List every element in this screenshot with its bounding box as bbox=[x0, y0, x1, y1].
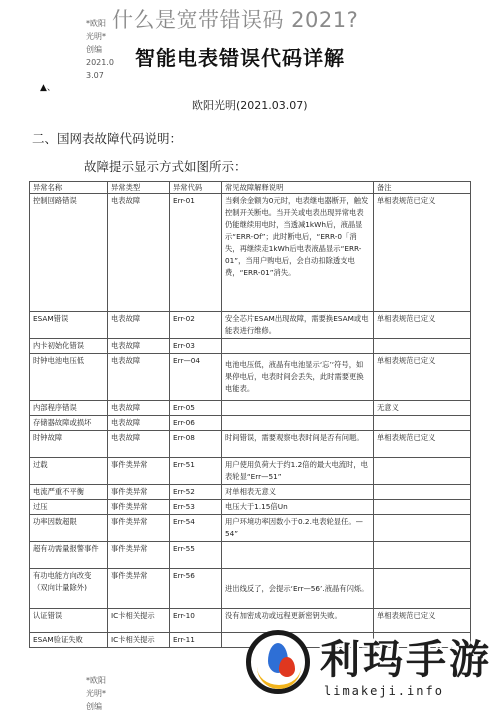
cell-note: 单相表规范已定义 bbox=[374, 354, 471, 401]
cell-name: 认证错误 bbox=[30, 609, 108, 633]
watermark bbox=[246, 628, 496, 704]
cell-code: Err-06 bbox=[170, 416, 222, 431]
table-row bbox=[30, 500, 471, 515]
table-row bbox=[30, 458, 471, 485]
watermark-logo-icon bbox=[246, 630, 310, 694]
table-row bbox=[30, 401, 471, 416]
cell-name: 功率因数超限 bbox=[30, 515, 108, 542]
cell-description bbox=[222, 542, 374, 569]
cell-code: Err—04 bbox=[170, 354, 222, 401]
cell-name: 内部程序错误 bbox=[30, 401, 108, 416]
header-question: 什么是宽带错误码 2021? bbox=[112, 8, 359, 32]
error-code-table bbox=[29, 181, 471, 648]
section-heading: 二、国网表故障代码说明： bbox=[32, 131, 183, 146]
side-note-bottom: *欧阳 光明* 创编 bbox=[86, 676, 106, 711]
cell-note bbox=[374, 339, 471, 354]
watermark-name: 利玛手游 bbox=[320, 637, 492, 683]
side-note-top: *欧阳 光明* 创编 2021.0 3.07 bbox=[86, 19, 114, 80]
cell-name: 时钟故障 bbox=[30, 431, 108, 458]
cell-description: 对单相表无意义 bbox=[222, 485, 374, 500]
cell-code: Err-08 bbox=[170, 431, 222, 458]
cell-description bbox=[222, 339, 374, 354]
cell-code: Err-55 bbox=[170, 542, 222, 569]
cell-description: 安全芯片ESAM出现故障，需要换ESAM或电能表进行维修。 bbox=[222, 312, 374, 339]
table-row bbox=[30, 416, 471, 431]
cell-code: Err-56 bbox=[170, 569, 222, 609]
cell-type: 电表故障 bbox=[108, 194, 170, 312]
cell-note: 单相表规范已定义 bbox=[374, 609, 471, 633]
table-caption: 故障提示显示方式如图所示： bbox=[84, 159, 247, 174]
document-title: 智能电表错误代码详解 bbox=[135, 46, 345, 70]
cell-description: 电压大于1.15倍Un bbox=[222, 500, 374, 515]
cell-note: 单相表规范已定义 bbox=[374, 431, 471, 458]
cell-type: 电表故障 bbox=[108, 431, 170, 458]
cell-note bbox=[374, 416, 471, 431]
cell-type: 事件类异常 bbox=[108, 485, 170, 500]
cell-name: 超有功需量报警事件 bbox=[30, 542, 108, 569]
cell-name: 过载 bbox=[30, 458, 108, 485]
cell-type: 事件类异常 bbox=[108, 500, 170, 515]
table-row bbox=[30, 569, 471, 609]
cell-note bbox=[374, 542, 471, 569]
cell-note bbox=[374, 458, 471, 485]
table-row bbox=[30, 542, 471, 569]
cell-type: 电表故障 bbox=[108, 312, 170, 339]
cell-code: Err-52 bbox=[170, 485, 222, 500]
table-row bbox=[30, 312, 471, 339]
cell-code: Err-10 bbox=[170, 609, 222, 633]
cell-name: 有功电能方向改变（双向计量除外) bbox=[30, 569, 108, 609]
author-line: 欧阳光明(2021.03.07) bbox=[192, 99, 308, 112]
cell-description: 进出线反了，会提示‘Err—56’.液晶有闪烁。 bbox=[222, 569, 374, 609]
table-header-row bbox=[30, 182, 471, 194]
table-row bbox=[30, 431, 471, 458]
cell-description bbox=[222, 416, 374, 431]
cell-name: ESAM验证失败 bbox=[30, 633, 108, 648]
header-cell-note: 备注 bbox=[374, 182, 471, 194]
cell-type: 事件类异常 bbox=[108, 458, 170, 485]
cell-description: 电池电压低，液晶有电池显示‘忘’‘符号，如果停电后，电表时间会丢失，此时需要更换电能表。 bbox=[222, 354, 374, 401]
cell-name: ESAM错误 bbox=[30, 312, 108, 339]
cell-description: 用户环境功率因数小于0.2.电表轮显任。—54” bbox=[222, 515, 374, 542]
cell-name: 电流严重不平衡 bbox=[30, 485, 108, 500]
cell-note: 无意义 bbox=[374, 401, 471, 416]
cell-code: Err-03 bbox=[170, 339, 222, 354]
watermark-url: limakeji.info bbox=[324, 684, 444, 698]
cell-type: 电表故障 bbox=[108, 401, 170, 416]
cell-note: 单相表规范已定义 bbox=[374, 312, 471, 339]
cell-description: 当剩余金额为0元时，电表继电器断开，触发控制开关断电。当开关或电表出现异常电表仍能继续用电时，当透减1kWh后，液晶显示“ERR-Of”；此时断电后，“ERR-0「消失，再继续走1kWh后电表液晶显示“ERR-01”，当用户购电后，会自动扣除透支电费，“ERR-01”消失。 bbox=[222, 194, 374, 312]
cell-note bbox=[374, 485, 471, 500]
cell-name: 内卡初始化错误 bbox=[30, 339, 108, 354]
cell-description: 没有加密成功或远程更新密钥失败。 bbox=[222, 609, 374, 633]
cell-description: 时间错误，需要观察电表时间是否有问题。 bbox=[222, 431, 374, 458]
cell-code: Err-53 bbox=[170, 500, 222, 515]
cell-note bbox=[374, 569, 471, 609]
table-row bbox=[30, 339, 471, 354]
cell-type: IC卡相关提示 bbox=[108, 609, 170, 633]
cell-type: 事件类异常 bbox=[108, 542, 170, 569]
table-row bbox=[30, 194, 471, 312]
header-cell-type: 异常类型 bbox=[108, 182, 170, 194]
cell-note bbox=[374, 500, 471, 515]
cell-type: 事件类异常 bbox=[108, 515, 170, 542]
table-row bbox=[30, 515, 471, 542]
cell-name: 时钟电池电压低 bbox=[30, 354, 108, 401]
cell-code: Err-02 bbox=[170, 312, 222, 339]
cell-type: 电表故障 bbox=[108, 416, 170, 431]
cell-code: Err-51 bbox=[170, 458, 222, 485]
cell-code: Err-11 bbox=[170, 633, 222, 648]
cell-name: 控制回路错误 bbox=[30, 194, 108, 312]
header-cell-name: 异常名称 bbox=[30, 182, 108, 194]
cell-type: 电表故障 bbox=[108, 354, 170, 401]
cell-type: 电表故障 bbox=[108, 339, 170, 354]
cell-note: 单相表规范已定义 bbox=[374, 194, 471, 312]
cell-description: 用户使用负荷大于约1.2倍的最大电流时，电表轮显“Err—51” bbox=[222, 458, 374, 485]
table-row bbox=[30, 354, 471, 401]
table-row bbox=[30, 485, 471, 500]
cell-name: 存储器故障或损坏 bbox=[30, 416, 108, 431]
triangle-mark: ▲、 bbox=[40, 83, 56, 93]
cell-code: Err-05 bbox=[170, 401, 222, 416]
cell-description bbox=[222, 401, 374, 416]
cell-note bbox=[374, 515, 471, 542]
cell-name: 过压 bbox=[30, 500, 108, 515]
cell-type: 事件类异常 bbox=[108, 569, 170, 609]
cell-code: Err-01 bbox=[170, 194, 222, 312]
logo-arc-shape bbox=[257, 665, 301, 689]
cell-type: IC卡相关提示 bbox=[108, 633, 170, 648]
header-cell-description: 常见故障解释说明 bbox=[222, 182, 374, 194]
cell-code: Err-54 bbox=[170, 515, 222, 542]
header-cell-code: 异常代码 bbox=[170, 182, 222, 194]
